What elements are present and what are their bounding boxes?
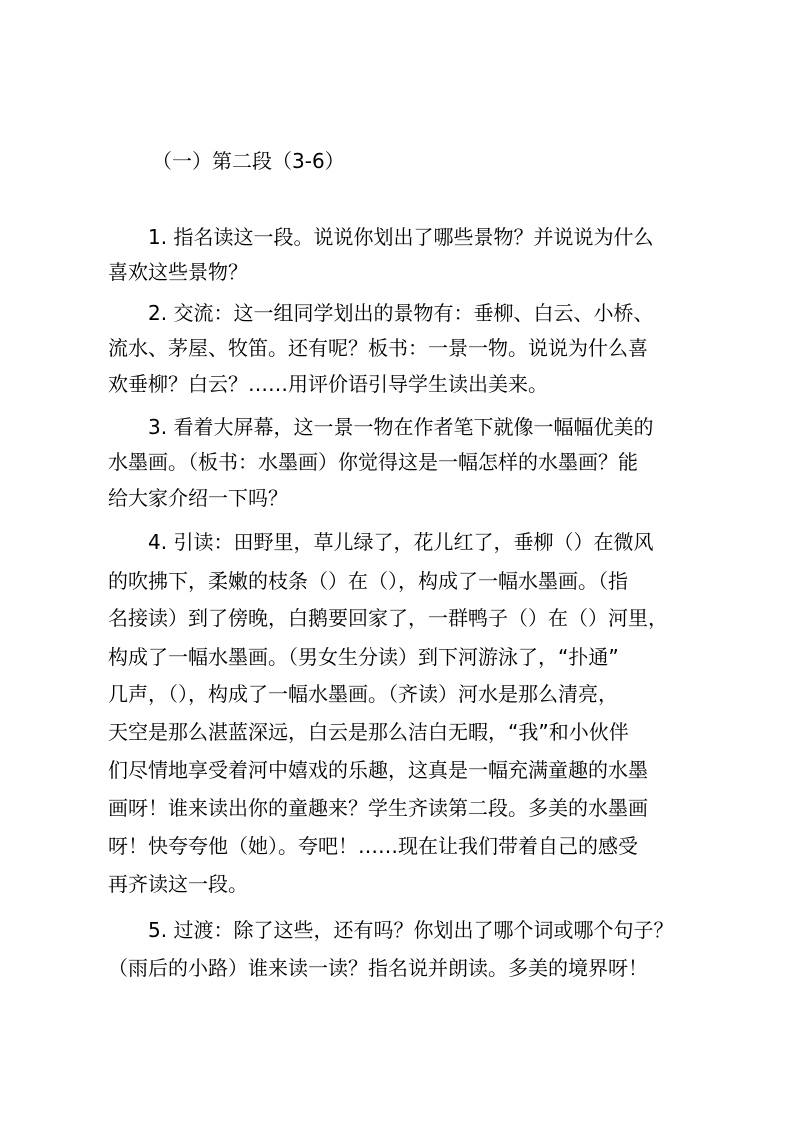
paragraph-4-line-9: 呀！快夸夸他（她）。夸吧！……现在让我们带着自己的感受 — [108, 834, 638, 858]
paragraph-4-line-1: 4. 引读：田野里，草儿绿了，花儿红了，垂柳（）在微风 — [148, 530, 654, 554]
paragraph-3-line-1: 3. 看着大屏幕，这一景一物在作者笔下就像一幅幅优美的 — [148, 415, 654, 439]
paragraph-4-line-7: 们尽情地享受着河中嬉戏的乐趣，这真是一幅充满童趣的水墨 — [108, 758, 648, 782]
paragraph-4-line-10: 再齐读这一段。 — [108, 872, 248, 896]
paragraph-3-line-2: 水墨画。（板书：水墨画）你觉得这是一幅怎样的水墨画？能 — [108, 450, 638, 474]
paragraph-4-line-3: 名接读）到了傍晚，白鹅要回家了，一群鸭子（）在（）河里， — [108, 606, 668, 630]
paragraph-4-line-6: 天空是那么湛蓝深远，白云是那么洁白无暇，“我”和小伙伴 — [108, 720, 629, 744]
paragraph-5-line-1: 5. 过渡：除了这些，还有吗？你划出了哪个词或哪个句子？ — [148, 918, 674, 942]
paragraph-3-line-3: 给大家介绍一下吗？ — [108, 486, 288, 510]
paragraph-4-line-5: 几声，（），构成了一幅水墨画。（齐读）河水是那么清亮， — [108, 682, 618, 706]
paragraph-5-line-2: （雨后的小路）谁来读一读？指名说并朗读。多美的境界呀！ — [108, 956, 648, 980]
paragraph-2-line-3: 欢垂柳？白云？……用评价语引导学生读出美来。 — [108, 372, 548, 396]
paragraph-4-line-8: 画呀！谁来读出你的童趣来？学生齐读第二段。多美的水墨画 — [108, 796, 648, 820]
paragraph-4-line-4: 构成了一幅水墨画。（男女生分读）到下河游泳了，“扑通” — [108, 645, 619, 669]
paragraph-2-line-1: 2. 交流：这一组同学划出的景物有：垂柳、白云、小桥、 — [148, 301, 654, 325]
paragraph-4-line-2: 的吹拂下，柔嫩的枝条（）在（），构成了一幅水墨画。（指 — [108, 569, 628, 593]
paragraph-2-line-2: 流水、茅屋、牧笛。还有呢？板书：一景一物。说说为什么喜 — [108, 336, 648, 360]
paragraph-1-line-1: 1. 指名读这一段。说说你划出了哪些景物？并说说为什么 — [148, 225, 654, 249]
section-heading: （一）第二段（3-6） — [152, 149, 345, 173]
paragraph-1-line-2: 喜欢这些景物？ — [108, 260, 248, 284]
